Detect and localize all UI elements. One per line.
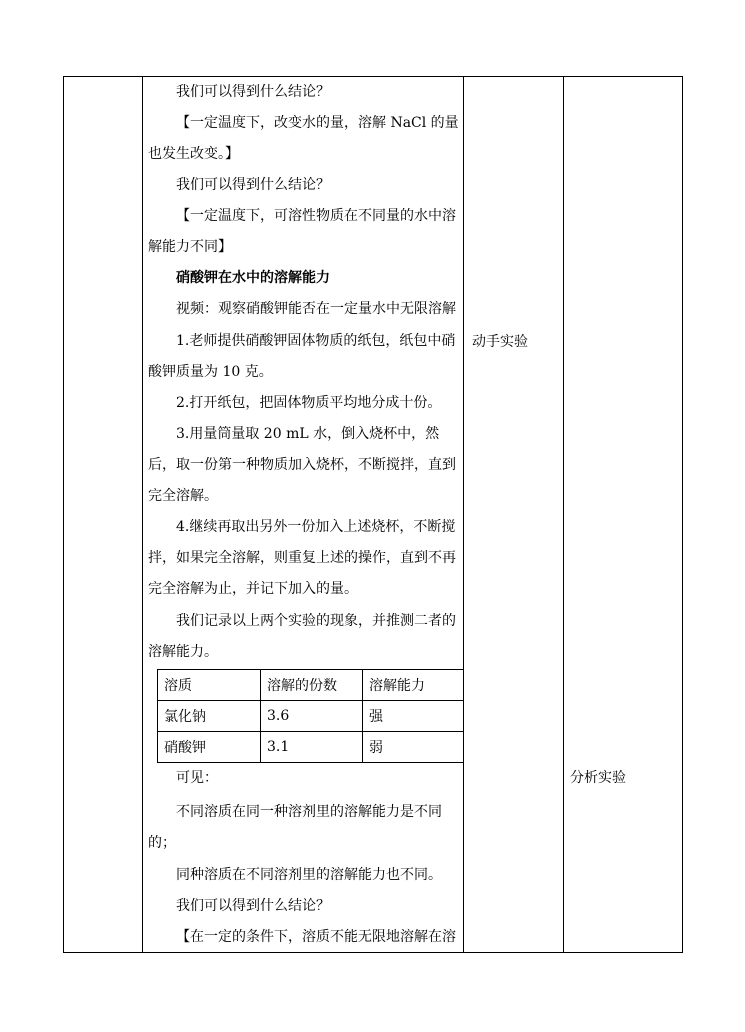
table-header-cell: 溶解能力 — [363, 670, 464, 701]
paragraph: 3.用量筒量取 20 mL 水，倒入烧杯中，然后，取一份第一种物质加入烧杯，不断搅拌，直到完全溶解。 — [148, 426, 456, 504]
table-row — [158, 701, 464, 732]
table-cell: 硝酸钾 — [158, 732, 261, 763]
solubility-table — [157, 669, 464, 763]
intent-cell-text: 分析实验 — [570, 770, 626, 786]
paragraph: 【在一定的条件下，溶质不能无限地溶解在溶 — [176, 929, 456, 945]
column-divider-2 — [463, 76, 464, 953]
table-header-cell: 溶质 — [158, 670, 261, 701]
paragraph: 【一定温度下，改变水的量，溶解 NaCl 的量也发生改变。】 — [148, 115, 459, 162]
table-cell: 弱 — [363, 732, 464, 763]
paragraph: 1.老师提供硝酸钾固体物质的纸包，纸包中硝酸钾质量为 10 克。 — [148, 333, 456, 380]
table-cell: 3.1 — [261, 732, 363, 763]
method-cell-text: 动手实验 — [472, 334, 528, 350]
paragraph: 2.打开纸包，把固体物质平均地分成十份。 — [176, 395, 442, 411]
paragraph: 4.继续再取出另外一份加入上述烧杯，不断搅拌，如果完全溶解，则重复上述的操作，直到不再完全溶解为止，并记下加入的量。 — [148, 519, 456, 597]
paragraph: 不同溶质在同一种溶剂里的溶解能力是不同的； — [148, 804, 442, 851]
section-heading: 硝酸钾在水中的溶解能力 — [176, 270, 330, 286]
paragraph: 同种溶质在不同溶剂里的溶解能力也不同。 — [176, 867, 442, 883]
paragraph: 视频：观察硝酸钾能否在一定量水中无限溶解 — [176, 301, 456, 317]
paragraph: 我们可以得到什么结论？ — [176, 177, 330, 193]
table-row — [158, 732, 464, 763]
table-header-cell: 溶解的份数 — [261, 670, 363, 701]
table-header-row — [158, 670, 464, 701]
paragraph: 我们可以得到什么结论？ — [176, 898, 330, 914]
paragraph: 我们记录以上两个实验的现象，并推测二者的溶解能力。 — [148, 613, 456, 660]
table-cell: 3.6 — [261, 701, 363, 732]
column-divider-3 — [563, 76, 564, 953]
table-cell: 强 — [363, 701, 464, 732]
paragraph: 我们可以得到什么结论？ — [176, 84, 330, 100]
paragraph: 【一定温度下，可溶性物质在不同量的水中溶解能力不同】 — [148, 208, 456, 255]
column-divider-1 — [142, 76, 143, 953]
paragraph: 可见： — [176, 770, 218, 786]
table-cell: 氯化钠 — [158, 701, 261, 732]
